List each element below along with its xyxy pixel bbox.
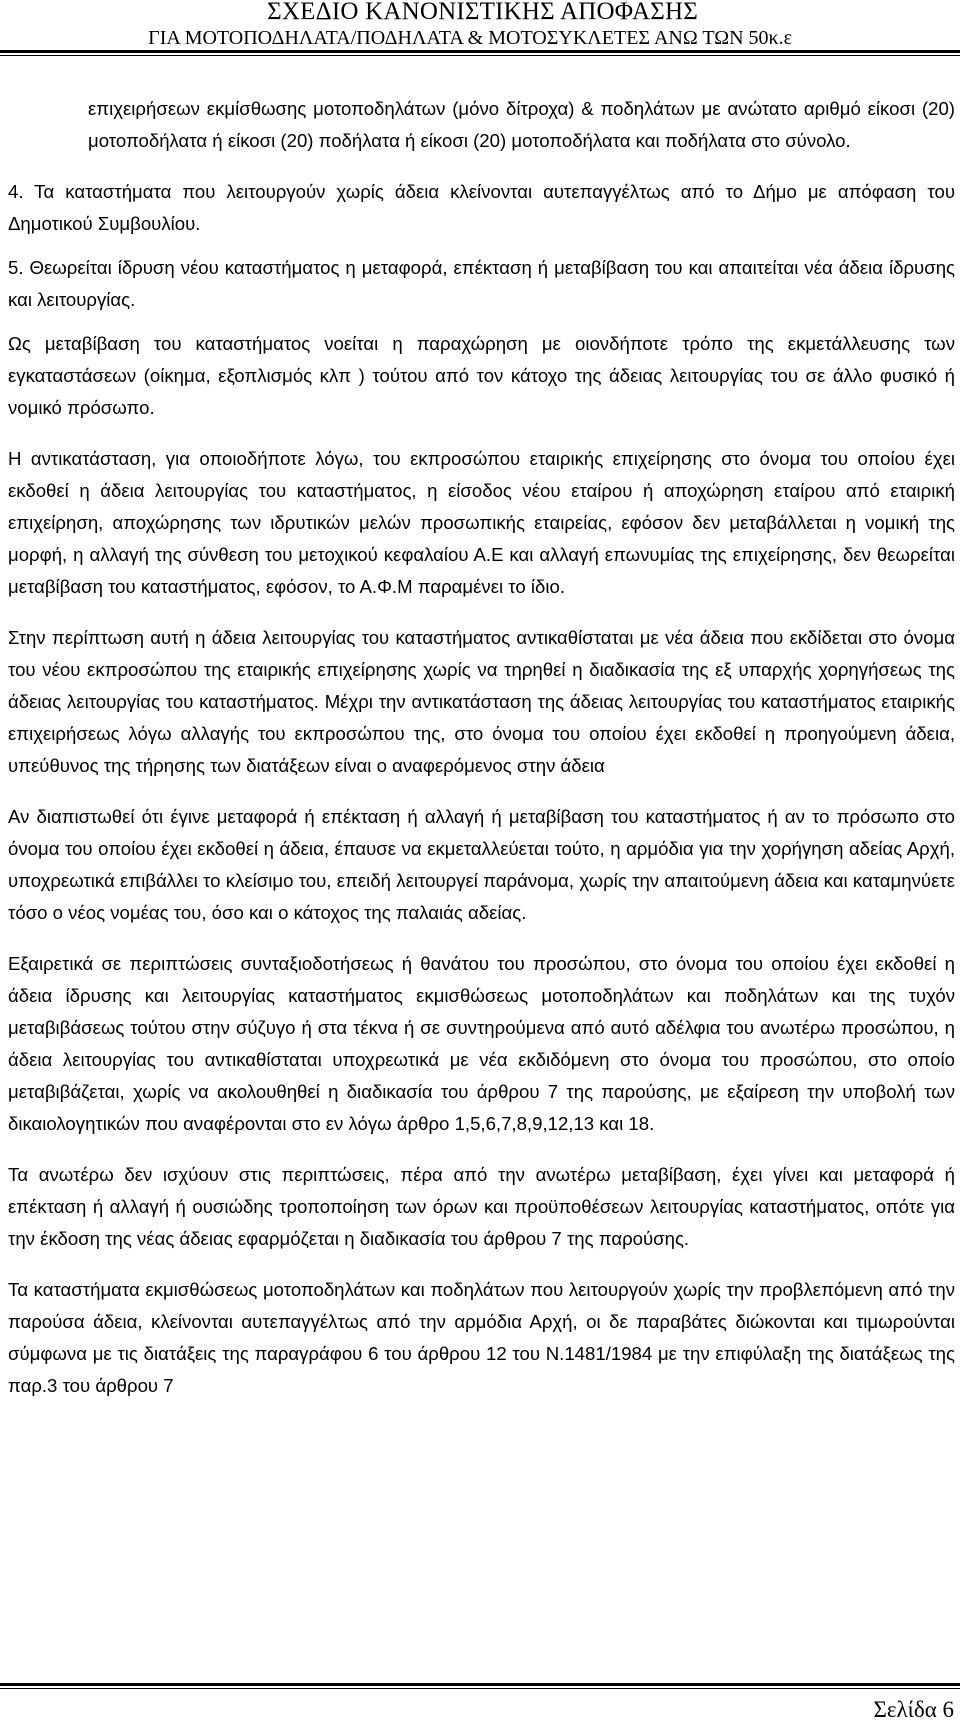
footer-rule-thin: [0, 1688, 960, 1689]
paragraph-penalties: Τα καταστήματα εκμισθώσεως μοτοποδηλάτων και ποδηλάτων που λειτουργούν χωρίς την προβλεπόμενη από την παρούσα άδεια, κλείνονται αυτεπαγγέλτως από την αρμόδια Αρχή, οι δε παραβάτες διώκονται και τιμωρούνται σύμφωνα με τις διατάξεις της παραγράφου 6 του άρθρου 12 του Ν.1481/1984 με την επιφύλαξη της διατάξεως της παρ.3 του άρθρου 7: [8, 1279, 955, 1396]
paragraph-exceptions: Εξαιρετικά σε περιπτώσεις συνταξιοδοτήσεως ή θανάτου του προσώπου, στο όνομα του οποίου έχει εκδοθεί η άδεια ίδρυσης και λειτουργίας καταστήματος εκμισθώσεως μοτοποδηλάτων και ποδηλάτων και της τυχόν μεταβιβάσεως τούτου στην σύζυγο ή στα τέκνα ή σε συντηρούμενα από αυτό αδέλφια του ανωτέρω προσώπου, η άδεια λειτουργίας του αντικαθίσταται υποχρεωτικά με νέα εκδιδόμενη στο όνομα του προσώπου, στο οποίο μεταβιβάζεται, χωρίς να ακολουθηθεί η διαδικασία του άρθρου 7 της παρούσης, με εξαίρεση την υποβολή των δικαιολογητικών που αναφέρονται στο εν λόγω άρθρο 1,5,6,7,8,9,12,13 και 18.: [8, 953, 955, 1134]
document-body: [8, 93, 955, 1402]
paragraph-replacement: Η αντικατάσταση, για οποιοδήποτε λόγω, του εκπροσώπου εταιρικής επιχείρησης στο όνομα του οποίου έχει εκδοθεί η άδεια λειτουργίας του καταστήματος, η είσοδος νέου εταίρου ή αποχώρηση εταίρου από εταιρική επιχείρηση, αποχώρησης των ιδρυτικών μελών προσωπικής εταιρείας, εφόσον δεν μεταβάλλεται η νομική της μορφή, η αλλαγή της σύνθεση του μετοχικού κεφαλαίου Α.Ε και αλλαγή επωνυμίας της επιχείρησης, δεν θεωρείται μεταβίβαση του καταστήματος, εφόσον, το Α.Φ.Μ παραμένει το ίδιο.: [8, 448, 955, 597]
footer-rule-thick: [0, 1683, 960, 1686]
paragraph-item-5: 5. Θεωρείται ίδρυση νέου καταστήματος η μεταφορά, επέκταση ή μεταβίβαση του και απαιτείται νέα άδεια ίδρυσης και λειτουργίας.: [8, 257, 955, 310]
paragraph-transfer-definition: Ως μεταβίβαση του καταστήματος νοείται η παραχώρηση με οιονδήποτε τρόπο της εκμετάλλευσης των εγκαταστάσεων (οίκημα, εξοπλισμός κλπ ) τούτου από τον κάτοχο της άδειας λειτουργίας του σε άλλο φυσικό ή νομικό πρόσωπο.: [8, 333, 955, 418]
page-header: [0, 0, 960, 58]
paragraph-continuation: επιχειρήσεων εκμίσθωσης μοτοποδηλάτων (μόνο δίτροχα) & ποδηλάτων με ανώτατο αριθμό είκοσι (20) μοτοποδήλατα ή είκοσι (20) ποδήλατα ή είκοσι (20) μοτοποδήλατα και ποδήλατα στο σύνολο.: [88, 98, 955, 151]
document-subtitle: ΓΙΑ ΜΟΤΟΠΟΔΗΛΑΤΑ/ΠΟΔΗΛΑΤΑ & ΜΟΤΟΣΥΚΛΕΤΕΣ ΑΝΩ ΤΩΝ 50κ.ε: [148, 27, 792, 49]
header-rule-thin: [0, 55, 960, 56]
header-rule-thick: [0, 50, 960, 53]
paragraph-new-license: Στην περίπτωση αυτή η άδεια λειτουργίας του καταστήματος αντικαθίσταται με νέα άδεια που εκδίδεται στο όνομα του νέου εκπροσώπου της εταιρικής επιχείρησης χωρίς να τηρηθεί η διαδικασία της εξ υπαρχής χορηγήσεως της άδειας λειτουργίας του καταστήματος. Μέχρι την αντικατάσταση της άδειας λειτουργίας του καταστήματος εταιρικής επιχειρήσεως λόγω αλλαγής του εκπροσώπου της, στο όνομα του οποίου έχει εκδοθεί η προηγούμενη άδεια, υπεύθυνος της τήρησης των διατάξεων είναι ο αναφερόμενος στην άδεια: [8, 627, 955, 776]
page-number: Σελίδα 6: [873, 1697, 954, 1722]
paragraph-item-4: 4. Τα καταστήματα που λειτουργούν χωρίς άδεια κλείνονται αυτεπαγγέλτως από το Δήμο με απόφαση του Δημοτικού Συμβουλίου.: [8, 181, 955, 234]
paragraph-closure: Αν διαπιστωθεί ότι έγινε μεταφορά ή επέκταση ή αλλαγή ή μεταβίβαση του καταστήματος ή αν το πρόσωπο στο όνομα του οποίου έχει εκδοθεί η άδεια, έπαυσε να εκμεταλλεύεται τούτο, η αρμόδια για την χορήγηση αδείας Αρχή, υποχρεωτικά επιβάλλει το κλείσιμο του, επειδή λειτουργεί παράνομα, χωρίς την απαιτούμενη άδεια και καταμηνύετε τόσο ο νέος νομέας του, όσο και ο κάτοχος της παλαιάς αδείας.: [8, 806, 955, 923]
document-title: ΣΧΕΔΙΟ ΚΑΝΟΝΙΣΤΙΚΗΣ ΑΠΟΦΑΣΗΣ: [267, 0, 698, 25]
paragraph-not-applicable: Τα ανωτέρω δεν ισχύουν στις περιπτώσεις, πέρα από την ανωτέρω μεταβίβαση, έχει γίνει και μεταφορά ή επέκταση ή αλλαγή ή ουσιώδης τροποποίηση των όρων και προϋποθέσεων λειτουργίας καταστήματος, οπότε για την έκδοση της νέας άδειας εφαρμόζεται η διαδικασία του άρθρου 7 της παρούσης.: [8, 1164, 955, 1249]
